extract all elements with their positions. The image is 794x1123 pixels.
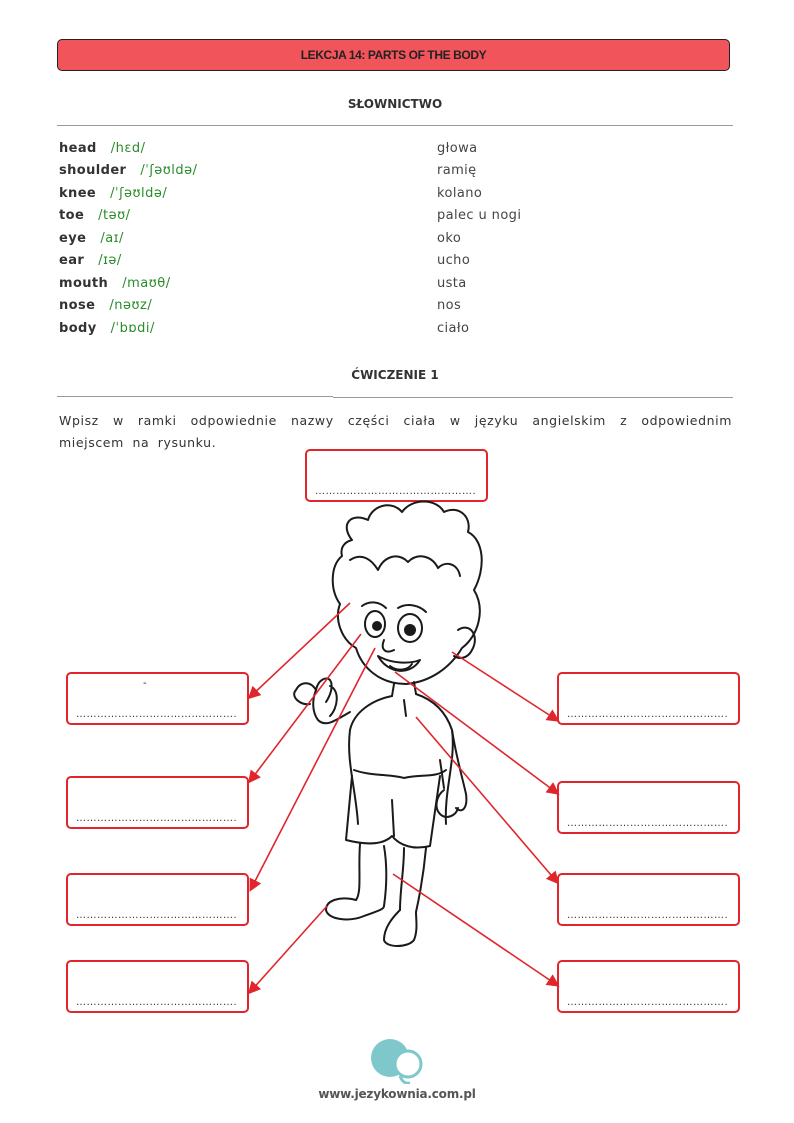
vocabulary-divider bbox=[57, 125, 733, 126]
vocab-ipa: /aɪ/ bbox=[100, 231, 124, 246]
arrow-head bbox=[250, 603, 350, 697]
vocab-ipa: /ˈʃəʊldə/ bbox=[110, 186, 168, 201]
vocab-polish: ciało bbox=[437, 321, 470, 336]
stray-mark: - bbox=[143, 678, 147, 689]
vocab-english: toe bbox=[59, 208, 85, 223]
vocab-polish: oko bbox=[437, 231, 462, 246]
arrow-knee bbox=[393, 874, 557, 985]
answer-box-right-2[interactable] bbox=[557, 781, 740, 834]
exercise-divider-right bbox=[333, 397, 733, 398]
answer-blank: ………………………………………. bbox=[76, 813, 238, 824]
answer-box-right-4[interactable] bbox=[557, 960, 740, 1013]
exercise-divider-left bbox=[57, 396, 333, 397]
vocab-row-knee bbox=[59, 186, 739, 206]
answer-blank: ………………………………………. bbox=[76, 997, 238, 1008]
answer-box-right-3[interactable] bbox=[557, 873, 740, 926]
vocab-ipa: /ˈbɒdi/ bbox=[110, 321, 155, 336]
vocab-english: shoulder bbox=[59, 163, 127, 178]
answer-box-right-1[interactable] bbox=[557, 672, 740, 725]
vocab-row-head bbox=[59, 141, 739, 161]
vocab-english: ear bbox=[59, 253, 85, 268]
answer-blank: ………………………………………. bbox=[315, 486, 477, 497]
vocab-english: nose bbox=[59, 298, 96, 313]
lesson-title: LEKCJA 14: PARTS OF THE BODY bbox=[300, 48, 487, 62]
answer-box-top[interactable] bbox=[305, 449, 488, 502]
vocab-row-nose bbox=[59, 298, 739, 318]
vocab-ipa: /ɪə/ bbox=[98, 253, 122, 268]
vocab-row-shoulder bbox=[59, 163, 739, 183]
vocabulary-heading: SŁOWNICTWO bbox=[347, 97, 443, 111]
footer-website: www.jezykownia.com.pl bbox=[318, 1087, 476, 1101]
vocab-ipa: /maʊθ/ bbox=[122, 276, 171, 291]
answer-blank: ………………………………………. bbox=[76, 709, 238, 720]
vocab-english: knee bbox=[59, 186, 97, 201]
answer-box-left-4[interactable] bbox=[66, 960, 249, 1013]
vocab-polish: głowa bbox=[437, 141, 478, 156]
vocab-polish: ramię bbox=[437, 163, 477, 178]
arrow-mouth bbox=[395, 672, 557, 793]
vocab-row-toe bbox=[59, 208, 739, 228]
answer-blank: ………………………………………. bbox=[76, 910, 238, 921]
arrow-eye bbox=[250, 634, 361, 781]
vocab-ipa: /hɛd/ bbox=[110, 141, 146, 156]
exercise-heading: ĆWICZENIE 1 bbox=[351, 368, 439, 382]
vocab-polish: palec u nogi bbox=[437, 208, 522, 223]
arrow-toe bbox=[250, 906, 327, 992]
vocab-ipa: /ˈʃəʊldə/ bbox=[140, 163, 198, 178]
jezykownia-logo-icon bbox=[368, 1036, 428, 1084]
vocab-english: eye bbox=[59, 231, 87, 246]
vocab-polish: kolano bbox=[437, 186, 483, 201]
answer-box-left-2[interactable] bbox=[66, 776, 249, 829]
vocab-row-eye bbox=[59, 231, 739, 251]
arrow-ear bbox=[452, 652, 557, 720]
vocab-polish: usta bbox=[437, 276, 467, 291]
vocab-row-body bbox=[59, 321, 739, 341]
vocab-ipa: /nəʊz/ bbox=[109, 298, 153, 313]
vocab-polish: ucho bbox=[437, 253, 471, 268]
vocab-english: head bbox=[59, 141, 97, 156]
arrow-shoulder bbox=[416, 717, 557, 882]
answer-blank: ………………………………………. bbox=[567, 818, 729, 829]
vocab-english: body bbox=[59, 321, 97, 336]
answer-blank: ………………………………………. bbox=[567, 997, 729, 1008]
answer-blank: ………………………………………. bbox=[567, 910, 729, 921]
lesson-title-banner bbox=[57, 39, 730, 71]
vocab-polish: nos bbox=[437, 298, 462, 313]
answer-box-left-3[interactable] bbox=[66, 873, 249, 926]
vocab-english: mouth bbox=[59, 276, 109, 291]
vocab-row-mouth bbox=[59, 276, 739, 296]
exercise-instruction: Wpisz w ramki odpowiednie nazwy części ciała w języku angielskim z odpowiednim miejscem na rysunku. bbox=[59, 413, 732, 450]
arrow-nose bbox=[251, 648, 375, 889]
answer-box-left-1[interactable] bbox=[66, 672, 249, 725]
vocab-row-ear bbox=[59, 253, 739, 273]
answer-blank: ………………………………………. bbox=[567, 709, 729, 720]
vocab-ipa: /təʊ/ bbox=[98, 208, 131, 223]
